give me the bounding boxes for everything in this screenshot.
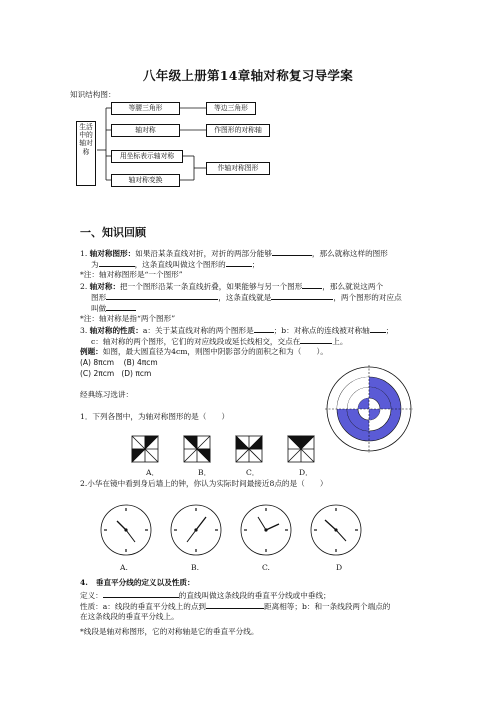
- term-axial-symmetry: 轴对称：: [89, 282, 121, 291]
- item-3-line-1: 3. 轴对称的性质：a：关于某直线对称的两个图形是 ；b：对称点的连线被对称轴 ；: [80, 326, 394, 335]
- blank-2a: [302, 280, 322, 289]
- item-3-line-2: c：轴对称的两个图形，它们的对应线段或延长线相交，交点在 上。: [91, 337, 348, 346]
- diagram-isosceles: 等腰三角形: [111, 102, 180, 115]
- option-d: (D) πcm: [121, 369, 152, 378]
- blank-def: [103, 589, 179, 598]
- clock-a: [101, 505, 151, 555]
- q2-clocks: [96, 500, 376, 560]
- q1-label-b: B．: [198, 468, 212, 477]
- example-options-row-1: [80, 357, 158, 368]
- diagram-axis-symmetry: 轴对称: [111, 124, 180, 137]
- property-line-2: 在这条线段的垂直平分线上。: [80, 612, 179, 621]
- note-1: *注：轴对称图形是“一个图形”: [80, 270, 183, 279]
- q1-label-c: C．: [246, 468, 260, 477]
- example-options-row-2: [80, 368, 151, 379]
- example-circle-figure: [324, 364, 414, 454]
- clock-b: [171, 505, 221, 555]
- diagram-equilateral: 等边三角形: [206, 102, 256, 115]
- option-c: (C) 2πcm: [80, 369, 115, 378]
- property-line-1: 性质：a：线段的垂直平分线上的点到 距离相等；b：和一条线段两个端点的: [80, 602, 391, 611]
- blank-1b: [99, 258, 135, 267]
- practice-label: 经典练习选讲：: [80, 390, 134, 399]
- diagram-transformation: 轴对称变换: [111, 174, 180, 187]
- q1-figure-c: [236, 436, 262, 462]
- structure-label: 知识结构图：: [70, 90, 116, 99]
- q1-label-a: A．: [146, 468, 160, 477]
- blank-prop: [206, 600, 264, 609]
- example-line: 例题：如图，最大圆直径为4cm，则图中阴影部分的面积之和为（ ）。: [80, 347, 328, 356]
- blank-3a: [254, 324, 274, 333]
- q2-label-b: B.: [191, 563, 199, 572]
- q1-figures: [130, 434, 326, 466]
- clock-c: [241, 505, 291, 555]
- q1-label-d: D．: [299, 468, 313, 477]
- blank-1a: [272, 247, 312, 256]
- item-2-line-2: 图形 ，这条直线就是 ，两个图形的对应点: [91, 293, 402, 302]
- blank-2b: [106, 291, 218, 300]
- blank-3b: [370, 324, 386, 333]
- item-1-line-2: 为 ，这条直线叫做这个图形的 ；: [91, 260, 260, 269]
- note-2: *注：轴对称是指“两个图形”: [80, 314, 176, 323]
- option-a: (A) 8πcm: [80, 358, 115, 367]
- diagram-draw-axis: 作图形的对称轴: [206, 124, 270, 137]
- clock-d: [311, 505, 361, 555]
- section-4-heading: 4. 垂直平分线的定义以及性质：: [80, 578, 195, 587]
- diagram-coordinates: 用坐标表示轴对称: [111, 150, 183, 163]
- term-properties: 轴对称的性质：: [89, 326, 143, 335]
- question-1: 1．下列各图中，为轴对称图形的是（ ）: [80, 412, 230, 421]
- q2-label-d: D: [336, 563, 343, 572]
- q1-figure-a: [132, 436, 158, 462]
- blank-2c: [271, 291, 333, 300]
- item-2-line-1: 2. 轴对称：把一个图形沿某一条直线折叠，如果能够与另一个图形 ，那么就说这两个: [80, 282, 384, 291]
- last-note: *线段是轴对称图形，它的对称轴是它的垂直平分线。: [80, 627, 259, 636]
- item-2-line-3: 叫做: [91, 302, 136, 314]
- q2-label-a: A.: [120, 563, 128, 572]
- diagram-root: 生活中的轴对称: [76, 121, 96, 186]
- item-1-line-1: 1. 轴对称图形：如果沿某条直线对折，对折的两部分能够 ，那么就称这样的图形: [80, 249, 388, 258]
- term-axisymmetric-figure: 轴对称图形：: [89, 249, 136, 258]
- example-label: 例题：: [80, 347, 103, 356]
- question-2: 2.小华在镜中看到身后墙上的钟，你认为实际时间最接近8点的是（ ）: [80, 479, 328, 488]
- blank-2d: [106, 302, 136, 311]
- q1-figure-b: [184, 436, 210, 462]
- q2-label-c: C.: [262, 563, 270, 572]
- q1-figure-d: [288, 436, 314, 462]
- blank-1c: [226, 258, 252, 267]
- blank-3c: [300, 335, 332, 344]
- page-title: 八年级上册第14章轴对称复习导学案: [143, 68, 353, 83]
- option-b: (B) 4πcm: [123, 358, 158, 367]
- diagram-draw-symmetric: 作轴对称图形: [206, 162, 270, 175]
- definition-line: 定义： 的直线叫做这条线段的垂直平分线或中垂线；: [80, 591, 331, 600]
- section-heading-review: 一、知识回顾: [80, 226, 146, 239]
